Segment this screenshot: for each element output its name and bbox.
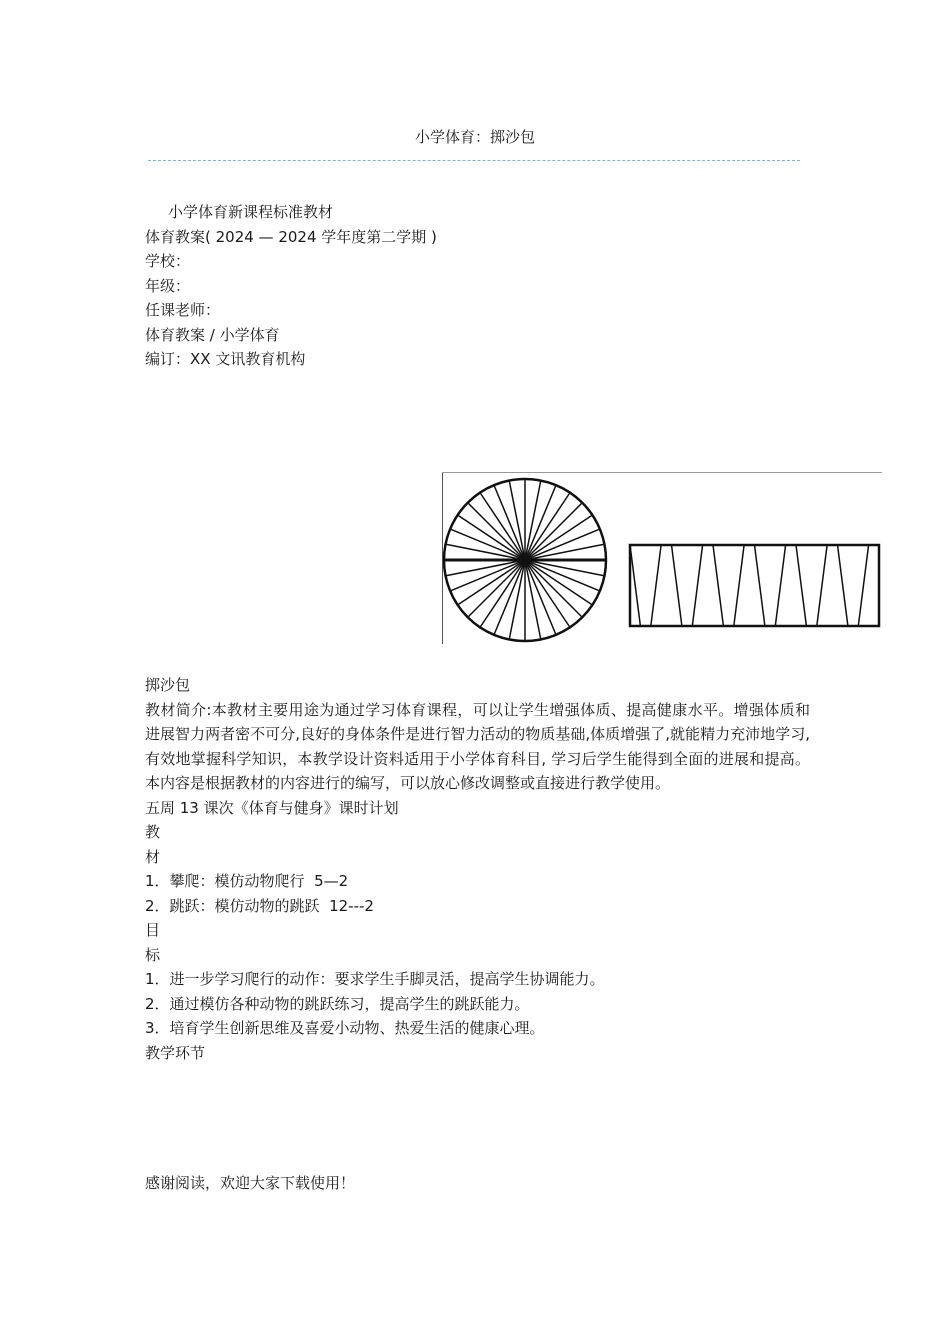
editor-line: 编订：XX 文讯教育机构 bbox=[145, 350, 306, 368]
lesson-content bbox=[145, 673, 810, 1065]
spoked-wheel bbox=[444, 479, 606, 641]
plan-line: 五周 13 课次《体育与健身》课时计划 bbox=[145, 798, 399, 817]
material-item: 2．跳跃：模仿动物的跳跃 12---2 bbox=[145, 896, 374, 915]
document-title: 小学体育：掷沙包 bbox=[414, 128, 535, 146]
material-label-1: 教 bbox=[145, 823, 161, 841]
material-item: 1．攀爬：模仿动物爬行 5—2 bbox=[145, 872, 349, 890]
plan-term-line: 体育教案( 2024 — 2024 学年度第二学期 ) bbox=[145, 227, 437, 246]
material-label-2: 材 bbox=[145, 847, 161, 866]
document-meta bbox=[145, 200, 810, 372]
header-divider bbox=[148, 160, 800, 161]
zigzag-frame bbox=[630, 545, 879, 626]
goal-label-1: 目 bbox=[145, 921, 161, 939]
goal-label-2: 标 bbox=[145, 945, 161, 964]
grade-line: 年级： bbox=[145, 276, 191, 295]
goal-item: 2．通过模仿各种动物的跳跃练习，提高学生的跳跃能力。 bbox=[145, 994, 530, 1013]
goal-item: 3．培育学生创新思维及喜爱小动物、热爱生活的健康心理。 bbox=[145, 1019, 545, 1037]
teaching-steps-label: 教学环节 bbox=[145, 1043, 206, 1062]
zigzag-line bbox=[630, 545, 879, 626]
teacher-line: 任课老师： bbox=[145, 301, 221, 319]
wheel-and-zigzag-illustration bbox=[442, 472, 882, 644]
zigzag-strip bbox=[630, 545, 879, 626]
textbook-line: 小学体育新课程标准教材 bbox=[168, 203, 334, 221]
school-line: 学校： bbox=[145, 252, 191, 270]
illustration-figure bbox=[442, 472, 882, 644]
goal-item: 1．进一步学习爬行的动作：要求学生手脚灵活，提高学生协调能力。 bbox=[145, 970, 605, 988]
lesson-title: 掷沙包 bbox=[145, 676, 191, 694]
intro-paragraph: 教材简介:本教材主要用途为通过学习体育课程，可以让学生增强体质、提高健康水平。增强体质和进展智力两者密不可分,良好的身体条件是进行智力活动的物质基础,体质增强了,就能精力充沛地学习,有效地掌握科学知识，本教学设计资料适用于小学体育科目, 学习后学生能得到全面的进展和提高。本内容是根据教材的内容进行的编写，可以放心修改调整或直接进行教学使用。 bbox=[145, 700, 810, 792]
closing-line: 感谢阅读，欢迎大家下载使用！ bbox=[145, 1174, 356, 1192]
category-line: 体育教案 / 小学体育 bbox=[145, 325, 280, 344]
